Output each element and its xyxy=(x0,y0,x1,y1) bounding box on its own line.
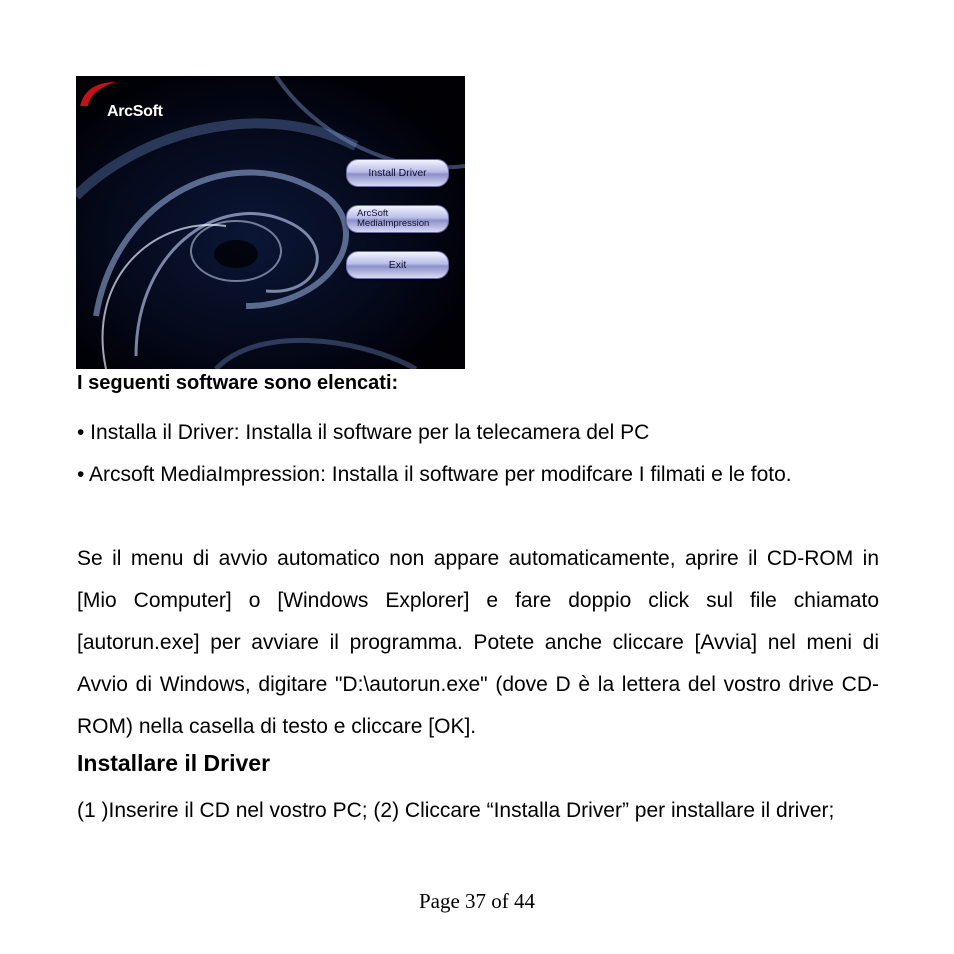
install-driver-heading: Installare il Driver xyxy=(77,750,271,776)
install-steps xyxy=(77,790,879,832)
mediaimpression-label-line1: ArcSoft xyxy=(357,208,389,219)
autorun-instructions xyxy=(77,538,879,748)
mediaimpression-label-line2: MediaImpression xyxy=(357,218,430,229)
page-number: Page 37 of 44 xyxy=(418,889,536,913)
mediaimpression-button[interactable] xyxy=(346,205,449,233)
exit-label: Exit xyxy=(388,258,407,271)
exit-button[interactable] xyxy=(346,251,449,279)
install-steps-text: (1 )Inserire il CD nel vostro PC; (2) Cliccare “Installa Driver” per installare il driver; xyxy=(77,799,835,822)
bullet-mediaimpression-text: • Arcsoft MediaImpression: Installa il software per modifcare I filmati e le foto. xyxy=(77,463,792,486)
arcsoft-logo-text: ArcSoft xyxy=(107,103,163,120)
bullet-mediaimpression xyxy=(77,454,879,496)
autorun-instructions-text: Se il menu di avvio automatico non appare automaticamente, aprire il CD-ROM in [Mio Computer] o [Windows Explorer] e fare doppio click sul file chiamato [autorun.exe] per avviare il programma. Potete anche cliccare [Avvia] nel meni di Avvio di Windows, digitare "D:\autorun.exe" (dove D è la lettera del vostro drive CD-ROM) nella casella di testo e cliccare [OK]. xyxy=(77,547,879,738)
install-driver-button[interactable] xyxy=(346,159,449,187)
bullet-install-driver xyxy=(77,412,879,454)
install-driver-label: Install Driver xyxy=(368,166,427,179)
autorun-screenshot xyxy=(76,76,465,369)
bullet-install-driver-text: • Installa il Driver: Installa il software per la telecamera del PC xyxy=(77,421,650,444)
software-list-heading: I seguenti software sono elencati: xyxy=(77,372,399,394)
